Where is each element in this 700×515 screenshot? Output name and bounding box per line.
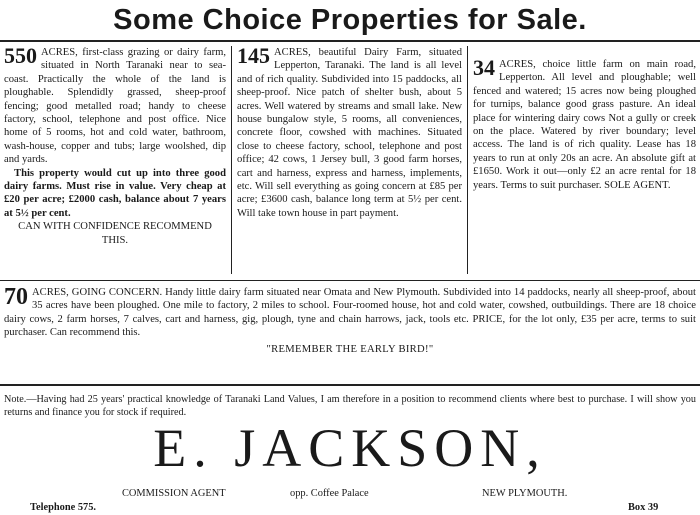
ad-34-acres (473, 58, 696, 276)
slogan: "REMEMBER THE EARLY BIRD!" (266, 343, 434, 355)
ad-closing: SOLE AGENT. (604, 179, 671, 191)
agent-note: Note.—Having had 25 years' practical knowledge of Taranaki Land Values, I am therefore in a position to recommend clients where best to purchase. I will show you returns and finance you for stock if required. (4, 394, 696, 418)
column-divider-2 (467, 46, 468, 274)
acreage-number: 70 (4, 284, 28, 310)
ad-closing: CAN WITH CONFIDENCE RECOMMEND THIS. (18, 221, 212, 246)
agent-name: E. JACKSON, (153, 418, 547, 478)
acreage-number: 145 (237, 46, 270, 68)
acreage-number: 550 (4, 46, 37, 68)
headline: Some Choice Properties for Sale. (113, 4, 587, 36)
column-divider-1 (231, 46, 232, 274)
top-rule (0, 40, 700, 42)
acreage-number: 34 (473, 58, 495, 80)
ad-body: ACRES, choice little farm on main road, Lepperton. All level and ploughable; well fenced and watered; 15 acres now being ploughed for turnips, balance good grass pasture. An ideal place for wintering dairy cows Not a gully or creek on the place. Watered by river boundary; level access. The land is of rich quality. Lease has 18 years to run at only 20s an acre. An absolute gift at £1650. Work it out—only £2 an acre rental for 18 years. Terms to suit purchaser. (473, 59, 696, 191)
ad-70-acres (4, 286, 696, 356)
agent-location: opp. Coffee Palace (290, 488, 369, 499)
ad-550-acres (4, 46, 226, 276)
ad-145-acres (237, 46, 462, 276)
ad-body: ACRES, beautiful Dairy Farm, situated Lepperton, Taranaki. The land is all level and of rich quality. Subdivided into 15 paddocks, all sheep-proof. Nice patch of shelter bush, about 5 acres. Well watered by streams and small lake. New house bungalow style, 5 rooms, all conveniences, concrete floor, cowshed with machines. Situated close to cheese factory, school, telephone and post office; 42 cows, 1 Jersey bull, 3 good farm horses, cart and harness, express and harness, implements, etc. Will sell everything as going concern at £85 per acre; £3600 cash, balance long term at 5½ per cent. Will take town house in part payment. (237, 47, 462, 219)
ad-body: ACRES, first-class grazing or dairy farm, situated in North Taranaki near to sea-coast. Practically the whole of the land is ploughable. Splendidly grassed, sheep-proof fencing; good metalled road; handy to cheese factory, school, telephone and post office. Nice home of 5 rooms, hot and cold water, bathroom, wash-house, copper and tubs; large woolshed, dip and yards. (4, 47, 226, 166)
ad-body: ACRES, GOING CONCERN. Handy little dairy farm situated near Omata and New Plymouth. Subdivided into 14 paddocks, nearly all sheep-proof, about 35 acres have been ploughed. One mile to factory, 2 miles to school. Four-roomed house, hot and cold water, cowshed, outbuildings. There are 18 choice dairy cows, 2 farm horses, 7 calves, cart and harness, gig, plough, tyne and chain harrows, jack, tools etc. PRICE, for the lot only, £35 per acre, terms to suit purchaser. Can recommend this. (4, 287, 696, 339)
ad-body-bold: This property would cut up into three good dairy farms. Must rise in value. Very cheap at £20 per acre; £2000 cash, balance about 7 years at 5½ per cent. (4, 167, 226, 219)
middle-rule (0, 280, 700, 281)
lower-rule (0, 384, 700, 386)
agent-town: NEW PLYMOUTH. (482, 488, 568, 499)
agent-box: Box 39 (628, 502, 659, 513)
agent-telephone: Telephone 575. (30, 502, 97, 513)
agent-role: COMMISSION AGENT (122, 488, 226, 499)
